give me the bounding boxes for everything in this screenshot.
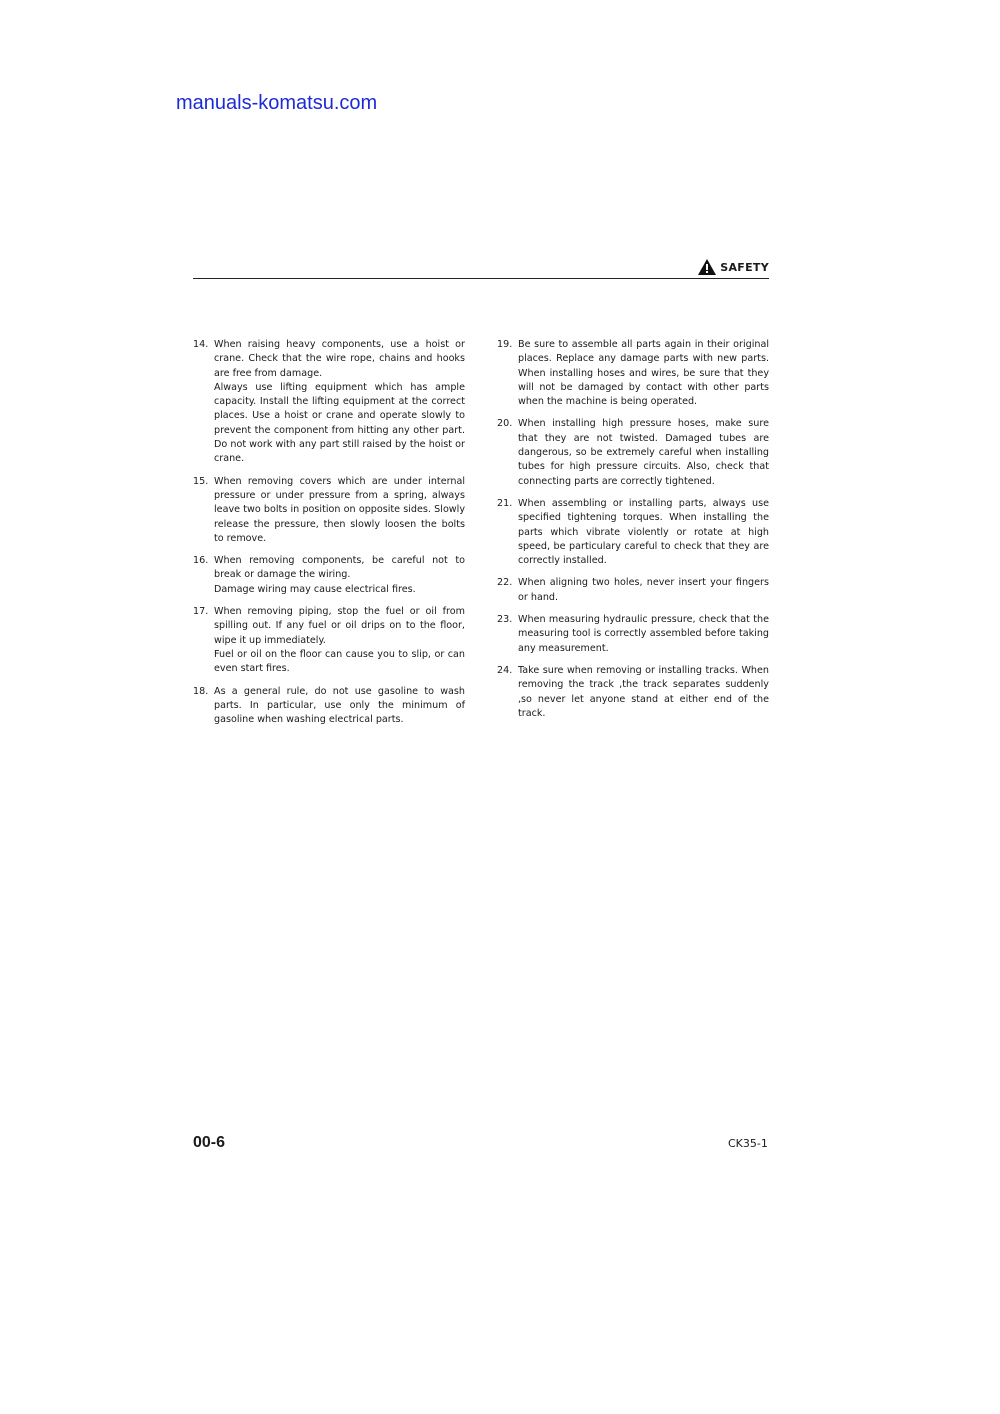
item-number: 14. — [193, 339, 209, 350]
item-number: 24. — [497, 664, 513, 676]
item-number: 16. — [193, 555, 209, 567]
item-text — [518, 576, 769, 605]
item-text — [214, 475, 465, 546]
item-paragraph: As a general rule, do not use gasoline to wash parts. In particular, use only the minimum of gasoline when washing electrical parts. — [214, 685, 465, 726]
list-item — [497, 576, 769, 605]
section-header — [193, 256, 769, 279]
item-number: 21. — [497, 497, 513, 509]
item-paragraph: When installing high pressure hoses, make sure that they are not twisted. Damaged tubes are dangerous, so be extremely careful when installing tubes for high pressure circuits. Also, check that connecting parts are correctly tightened. — [518, 418, 769, 487]
model-code: CK35-1 — [728, 1137, 768, 1150]
list-item — [193, 685, 465, 728]
list-item — [193, 475, 465, 546]
item-text — [518, 613, 769, 656]
item-paragraph: Take sure when removing or installing tracks. When removing the track ,the track separates suddenly ,so never let anyone stand at either end of the track. — [518, 664, 769, 719]
item-paragraph: Always use lifting equipment which has ample capacity. Install the lifting equipment at the correct places. Use a hoist or crane and operate slowly to prevent the component from hitting any other part. Do not work with any part still raised by the hoist or crane. — [214, 381, 465, 465]
list-item — [497, 613, 769, 656]
warning-triangle-icon — [698, 259, 716, 275]
item-number: 20. — [497, 418, 513, 430]
list-item — [497, 664, 769, 721]
item-paragraph: When removing covers which are under internal pressure or under pressure from a spring, always leave two bolts in position on opposite sides. Slowly release the pressure, then slowly loosen the bolts to remove. — [214, 475, 465, 544]
item-number: 15. — [193, 475, 209, 487]
item-paragraph: Be sure to assemble all parts again in their original places. Replace any damage parts with new parts. When installing hoses and wires, be sure that they will not be damaged by contact with other parts when the machine is being operated. — [518, 339, 769, 408]
item-text — [518, 338, 769, 409]
item-text — [214, 554, 465, 597]
item-text — [214, 338, 465, 467]
page-number: 00-6 — [193, 1134, 226, 1151]
item-number: 22. — [497, 577, 513, 589]
section-title-group — [698, 259, 769, 275]
list-item — [193, 554, 465, 597]
item-text — [518, 664, 769, 721]
item-text — [518, 497, 769, 568]
watermark-link[interactable]: manuals-komatsu.com — [176, 92, 378, 114]
item-paragraph: When aligning two holes, never insert your fingers or hand. — [518, 577, 769, 603]
item-number: 17. — [193, 606, 209, 618]
section-title: SAFETY — [720, 260, 769, 274]
list-item — [497, 497, 769, 568]
item-text — [214, 605, 465, 676]
left-column — [193, 338, 465, 735]
item-text — [518, 417, 769, 488]
item-paragraph: When removing components, be careful not to break or damage the wiring. — [214, 555, 465, 581]
content-columns — [193, 338, 769, 735]
item-paragraph: Damage wiring may cause electrical fires. — [214, 583, 416, 595]
item-paragraph: When assembling or installing parts, always use specified tightening torques. When installing the parts which vibrate violently or rotate at high speed, be particulary careful to check that they are correctly installed. — [518, 497, 769, 567]
list-item — [497, 417, 769, 488]
list-item — [193, 338, 465, 467]
item-paragraph: When measuring hydraulic pressure, check that the measuring tool is correctly assembled before taking any measurement. — [518, 614, 769, 654]
item-text — [214, 685, 465, 728]
list-item — [497, 338, 769, 409]
list-item — [193, 605, 465, 676]
item-number: 19. — [497, 339, 513, 350]
item-paragraph: Fuel or oil on the floor can cause you to slip, or can even start fires. — [214, 648, 465, 675]
item-number: 18. — [193, 685, 209, 697]
item-number: 23. — [497, 614, 513, 626]
item-paragraph: When removing piping, stop the fuel or oil from spilling out. If any fuel or oil drips on to the floor, wipe it up immediately. — [214, 606, 465, 646]
right-column — [497, 338, 769, 735]
item-paragraph: When raising heavy components, use a hoist or crane. Check that the wire rope, chains and hooks are free from damage. — [214, 339, 465, 379]
